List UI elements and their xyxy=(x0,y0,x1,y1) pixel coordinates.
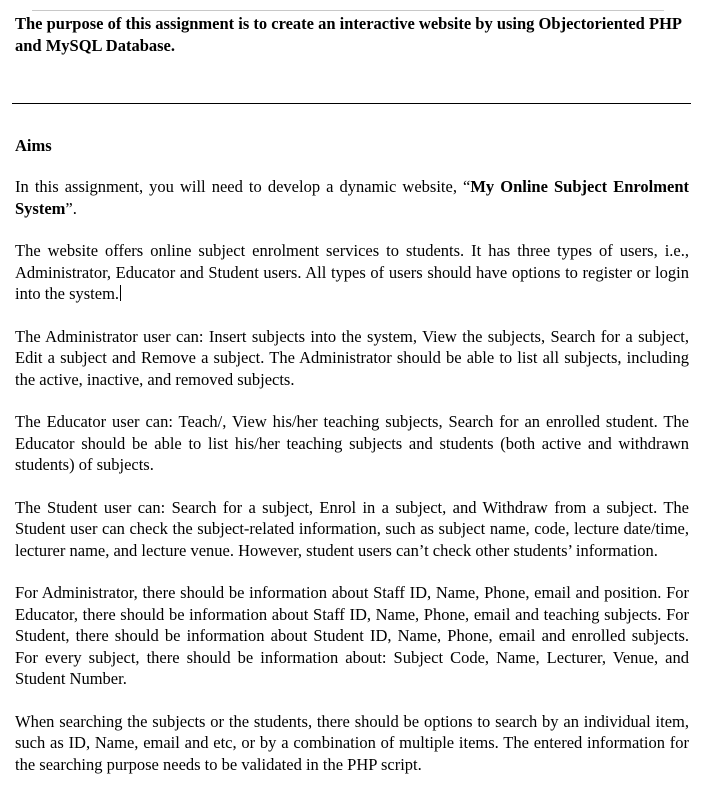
intro-before: In this assignment, you will need to develop a dynamic website, “ xyxy=(15,177,471,196)
purpose-section xyxy=(15,13,690,57)
administrator-paragraph: The Administrator user can: Insert subjects into the system, View the subjects, Search for a subject, Edit a subject and Remove a subject. The Administrator should be able to list all subjects, including the active, inactive, and removed subjects. xyxy=(15,326,689,389)
search-paragraph: When searching the subjects or the students, there should be options to search by an individual item, such as ID, Name, email and etc, or by a combination of multiple items. The entered information for the searching purpose needs to be validated in the PHP script. xyxy=(15,711,689,774)
intro-after: ”. xyxy=(65,198,77,218)
top-divider xyxy=(32,10,664,11)
student-paragraph: The Student user can: Search for a subject, Enrol in a subject, and Withdraw from a subject. The Student user can check the subject-related information, such as subject name, code, lecture date/time, lecturer name, and lecture venue. However, student users can’t check other students’ information. xyxy=(15,497,689,560)
aims-body xyxy=(15,176,689,796)
text-cursor xyxy=(120,285,121,301)
users-text: The website offers online subject enrolment services to students. It has three types of users, i.e., Administrator, Educator and Student users. All types of users should have options to register or login into the system. xyxy=(15,241,689,303)
aims-heading: Aims xyxy=(15,136,52,155)
system-name: My Online Subject Enrolment System xyxy=(15,177,690,218)
information-paragraph: For Administrator, there should be information about Staff ID, Name, Phone, email and position. For Educator, there should be information about Staff ID, Name, Phone, email and teaching subjects. For Student, there should be information about Student ID, Name, Phone, email and enrolled subjects. For every subject, there should be information about: Subject Code, Name, Lecturer, Venue, and Student Number. xyxy=(15,583,689,688)
educator-paragraph: The Educator user can: Teach/, View his/her teaching subjects, Search for an enrolled student. The Educator should be able to list his/her teaching subjects and students (both active and withdrawn students) of subjects. xyxy=(15,412,689,474)
users-paragraph[interactable] xyxy=(15,240,689,305)
purpose-statement: The purpose of this assignment is to create an interactive website by using Objectoriented PHP and MySQL Database. xyxy=(15,14,682,55)
intro-paragraph xyxy=(15,176,689,219)
section-divider xyxy=(12,103,691,104)
